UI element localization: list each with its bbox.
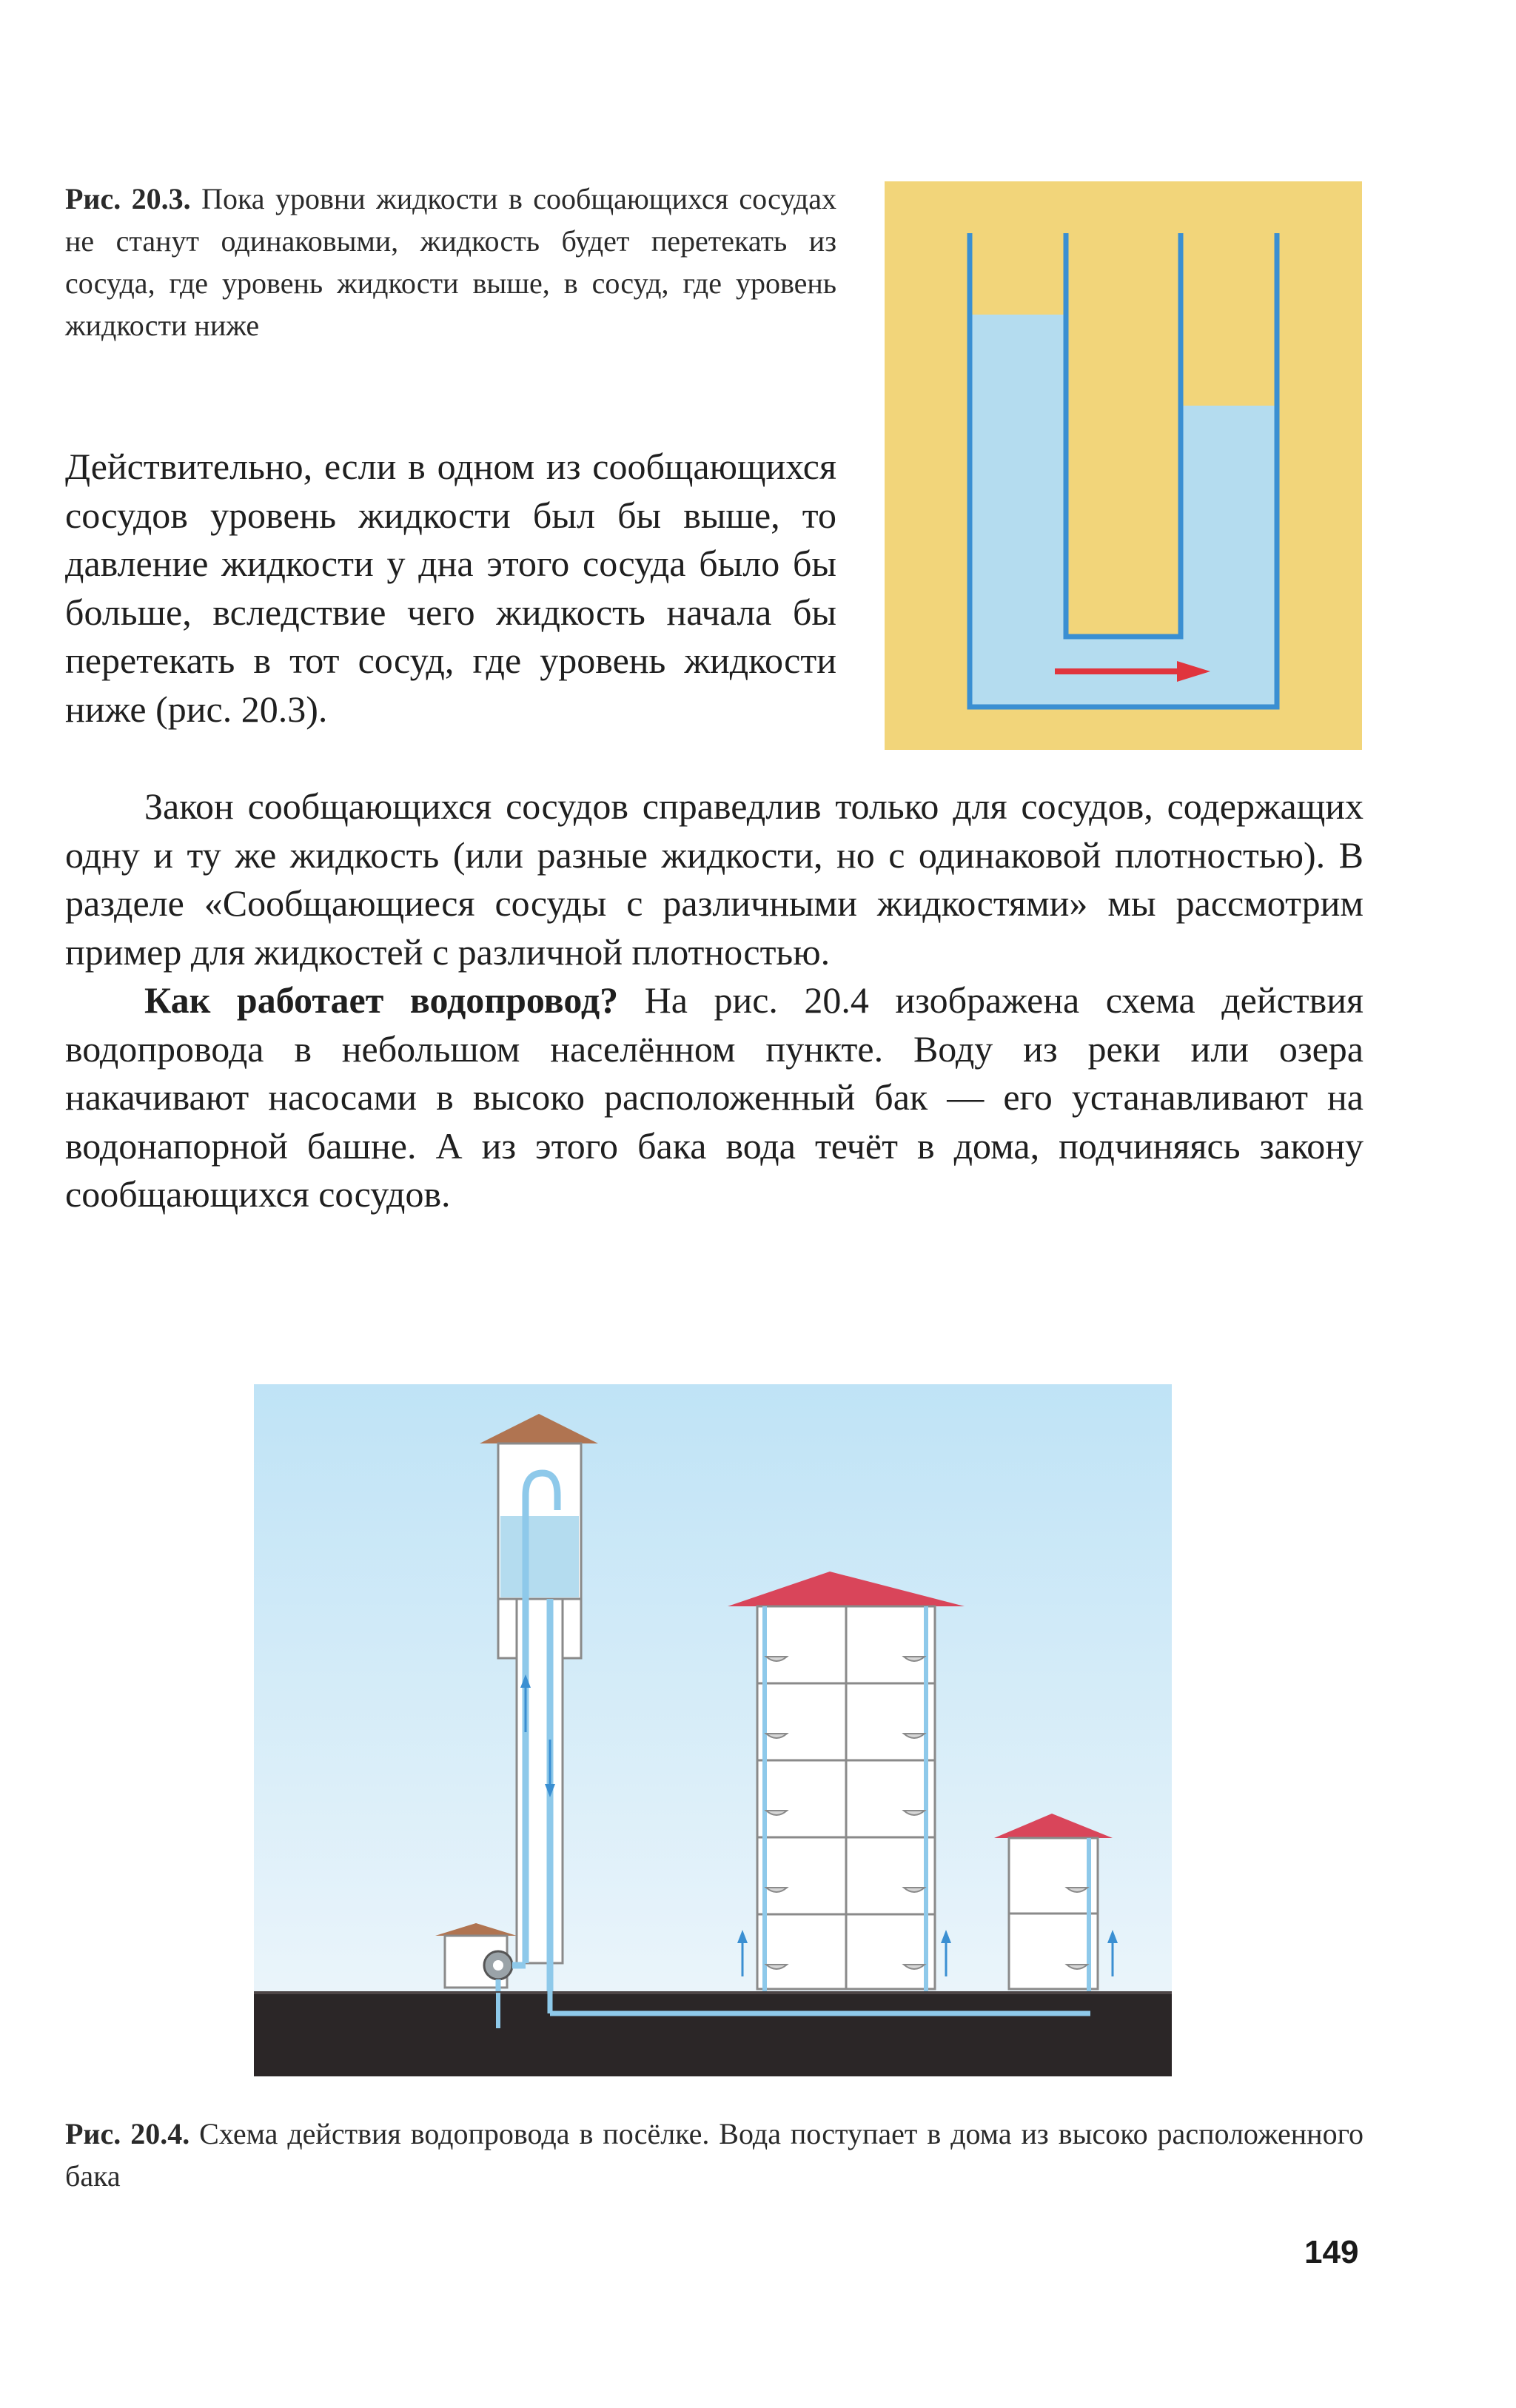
figure-20-4-label: Рис. 20.4. (65, 2117, 190, 2150)
figure-20-4-caption (65, 2113, 1364, 2197)
tall-building (728, 1572, 965, 2006)
paragraph-3 (65, 976, 1364, 1219)
figure-20-3-caption (65, 178, 836, 346)
figure-20-4-illustration (254, 1384, 1172, 2076)
figure-20-4-text: Схема действия водопровода в посёлке. Вода поступает в дома из высоко расположенного бака (65, 2117, 1364, 2193)
page-number: 149 (1304, 2234, 1359, 2270)
paragraph-3-text: На рис. 20.4 изображена схема действия водопровода в небольшом населённом пункте. Воду из реки или озера накачивают насосами в высоко расположенный бак — его устанавливают на водонапорной башне. А из этого бака вода течёт в дома, подчиняясь закону сообщающихся сосудов. (65, 979, 1364, 1215)
paragraph-3-heading: Как работает водопровод? (144, 979, 619, 1021)
figure-20-3-label: Рис. 20.3. (65, 182, 191, 215)
paragraph-2: Закон сообщающихся сосудов справедлив только для сосудов, содержащих одну и ту же жидкость (или разные жидкости, но с одинаковой плотностью). В разделе «Сообщающиеся сосуды с различными жидкостями» мы рассмотрим пример для жидкостей с различной плотностью. (65, 785, 1364, 973)
ground (254, 1993, 1172, 2076)
paragraph-1-text: Действительно, если в одном из сообщающихся сосудов уровень жидкости был бы выше, то давление жидкости у дна этого сосуда было бы больше, вследствие чего жидкость начала бы перетекать в тот сосуд, где уровень жидкости ниже (рис. 20.3). (65, 446, 836, 730)
paragraphs-full-width (65, 782, 1364, 1219)
water-supply-diagram (254, 1384, 1172, 2076)
paragraph-1 (65, 443, 836, 734)
communicating-vessels-diagram (885, 181, 1362, 750)
tower-tank-water (500, 1516, 579, 1597)
figure-20-3-illustration (885, 181, 1362, 750)
figure-20-3-text: Пока уровни жидкости в сообщающихся сосудах не станут одинаковыми, жидкость будет перетекать из сосуда, где уровень жидкости выше, в сосуд, где уровень жидкости ниже (65, 182, 836, 342)
pump-hub (493, 1960, 503, 1971)
